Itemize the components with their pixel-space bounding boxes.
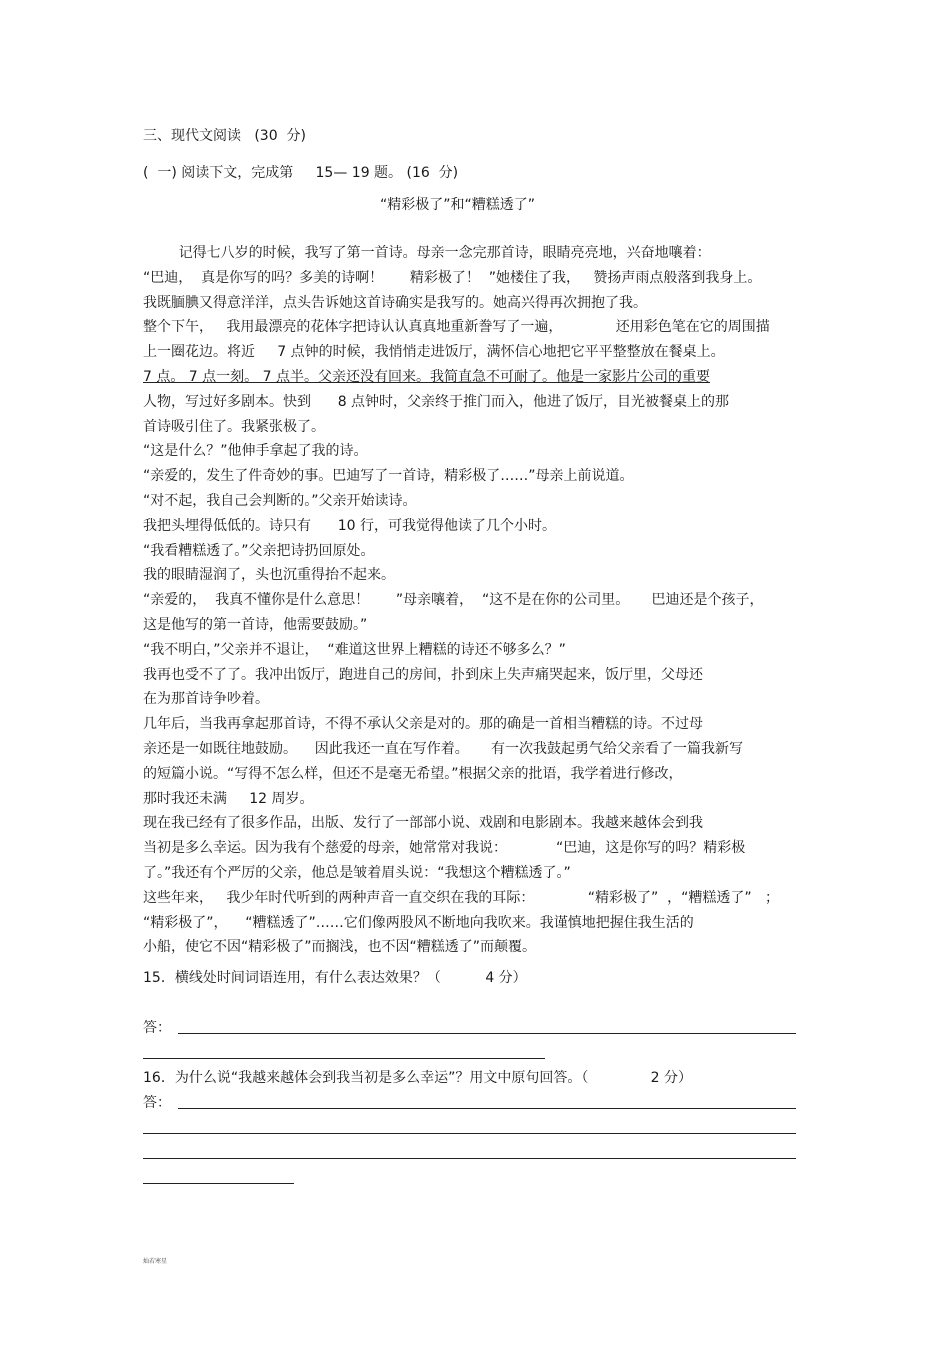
body-line: 现在我已经有了很多作品，出版、发行了一部部小说、戏剧和电影剧本。我越来越体会到我 (143, 815, 703, 831)
article-title: “精彩极了”和“糟糕透了” (380, 197, 536, 213)
body-line: “巴迪， 真是你写的吗？多美的诗啊！ 精彩极了！ ”她楼住了我， 赞扬声雨点般落到我身上。 (143, 270, 762, 286)
body-line: 这是他写的第一首诗，他需要鼓励。” (143, 617, 368, 633)
body-line: 的短篇小说。“写得不怎么样，但还不是毫无希望。”根据父亲的批语，我学着进行修改， (143, 766, 683, 782)
body-line: “我不明白，”父亲并不退让， “难道这世界上糟糕的诗还不够多么？” (143, 642, 566, 658)
body-line: 亲还是一如既往地鼓励。 因此我还一直在写作着。 有一次我鼓起勇气给父亲看了一篇我新写 (143, 741, 744, 757)
body-line: 首诗吸引住了。我紧张极了。 (143, 419, 325, 435)
body-line: 整个下午， 我用最漂亮的花体字把诗认认真真地重新誊写了一遍， 还用彩色笔在它的周围描 (143, 319, 770, 335)
body-line: 了。”我还有个严厉的父亲，他总是皱着眉头说：“我想这个糟糕透了。” (143, 865, 571, 881)
body-line: “精彩极了”， “糟糕透了”……它们像两股风不断地向我吹来。我谨慎地把握住我生活的 (143, 915, 694, 931)
footer-note: 灿若寒星 (143, 1258, 168, 1265)
body-line: “我看糟糕透了。”父亲把诗扔回原处。 (143, 543, 375, 559)
section-heading: 三、现代文阅读 (30 分) (143, 128, 306, 144)
answer-line[interactable] (143, 1158, 796, 1159)
body-line: 那时我还未满 12 周岁。 (143, 791, 314, 807)
answer-line[interactable] (143, 1183, 294, 1184)
body-line: “亲爱的， 我真不懂你是什么意思！ ”母亲嚷着， “这不是在你的公司里。 巴迪还是个孩子， (143, 592, 764, 608)
body-line: 我既腼腆又得意洋洋，点头告诉她这首诗确实是我写的。她高兴得再次拥抱了我。 (143, 295, 647, 311)
body-line: 在为那首诗争吵着。 (143, 691, 269, 707)
body-line: 人物，写过好多剧本。快到 8 点钟时，父亲终于推门而入，他进了饭厅，目光被餐桌上的那 (143, 394, 730, 410)
body-line: 小船，使它不因“精彩极了”而搁浅，也不因“糟糕透了”而颠覆。 (143, 939, 537, 955)
body-line: 我再也受不了了。我冲出饭厅，跑进自己的房间，扑到床上失声痛哭起来，饭厅里，父母还 (143, 667, 703, 683)
body-line: 上一圈花边。将近 7 点钟的时候，我悄悄走进饭厅，满怀信心地把它平平整整放在餐桌上。 (143, 344, 725, 360)
question-15: 15．横线处时间词语连用，有什么表达效果？（ 4 分） (143, 970, 527, 986)
body-line: “亲爱的，发生了件奇妙的事。巴迪写了一首诗，精彩极了……”母亲上前说道。 (143, 468, 634, 484)
answer-line[interactable] (143, 1058, 545, 1059)
body-line: 我把头埋得低低的。诗只有 10 行，可我觉得他读了几个小时。 (143, 518, 556, 534)
body-line: “这是什么？”他伸手拿起了我的诗。 (143, 443, 368, 459)
body-line: 当初是多么幸运。因为我有个慈爱的母亲，她常常对我说： “巴迪，这是你写的吗？精彩极 (143, 840, 746, 856)
question-16: 16．为什么说“我越来越体会到我当初是多么幸运”？用文中原句回答。（ 2 分） (143, 1070, 692, 1086)
answer-line[interactable] (178, 1108, 796, 1109)
body-line: 这些年来， 我少年时代听到的两种声音一直交织在我的耳际： “精彩极了” ，“糟糕透了” ； (143, 890, 780, 906)
answer-line[interactable] (143, 1133, 796, 1134)
body-line: 记得七八岁的时候，我写了第一首诗。母亲一念完那首诗，眼睛亮亮地，兴奋地嚷着： (143, 245, 711, 261)
sub-heading: ( 一) 阅读下文，完成第 15— 19 题。 (16 分) (143, 165, 459, 181)
body-line: 几年后，当我再拿起那首诗，不得不承认父亲是对的。那的确是一首相当糟糕的诗。不过母 (143, 716, 703, 732)
answer-label-16: 答： (143, 1095, 171, 1111)
body-line: 我的眼睛湿润了，头也沉重得抬不起来。 (143, 567, 395, 583)
answer-label-15: 答： (143, 1020, 171, 1036)
body-line: 7 点。 7 点一刻。 7 点半。父亲还没有回来。我简直急不可耐了。他是一家影片公司的重要 (143, 369, 710, 385)
body-line: “对不起，我自己会判断的。”父亲开始读诗。 (143, 493, 417, 509)
answer-line[interactable] (178, 1033, 796, 1034)
